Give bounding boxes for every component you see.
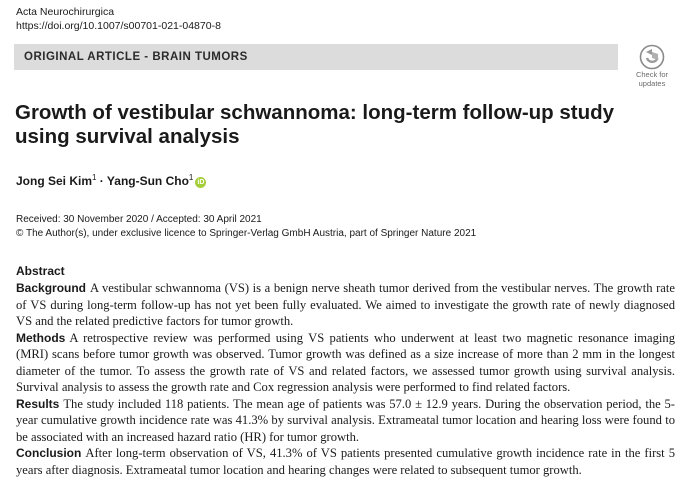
article-type-label: ORIGINAL ARTICLE - BRAIN TUMORS <box>24 51 248 63</box>
author-list <box>16 173 206 188</box>
section-text: The study included 118 patients. The mean age of patients was 57.0 ± 12.9 years. During the observation period, the 5-year cumulative growth incidence rate was 41.3% by survival analysis. Extrameatal tumor location and hearing loss were found to be associated with an increased hazard ratio (HR) for tumor growth. <box>16 396 675 444</box>
section-text: A retrospective review was performed using VS patients who underwent at least two magnetic resonance imaging (MRI) scans before tumor growth was observed. Tumor growth was defined as a size increase of more than 2 mm in the longest diameter of the tumor. To assess the growth rate of VS and related factors, we assessed tumor growth using survival analysis. Survival analysis to assess the growth rate and Cox regression analysis were performed to find related factors. <box>16 330 675 394</box>
abstract-section-background <box>16 280 675 330</box>
article-title: Growth of vestibular schwannoma: long-term follow-up study using survival analysis <box>15 101 615 148</box>
copyright-notice: © The Author(s), under exclusive licence to Springer-Verlag GmbH Austria, part of Springer Nature 2021 <box>16 227 477 239</box>
doi-link[interactable]: https://doi.org/10.1007/s00701-021-04870-8 <box>16 20 221 32</box>
affiliation-marker: 1 <box>188 173 194 182</box>
received-accepted-dates: Received: 30 November 2020 / Accepted: 30 April 2021 <box>16 214 262 225</box>
author-name[interactable]: Jong Sei Kim <box>16 174 93 188</box>
author-separator: · <box>96 174 107 188</box>
publication-dates <box>16 213 476 240</box>
section-label: Results <box>16 396 60 411</box>
abstract-section-conclusion <box>16 445 675 478</box>
section-label: Background <box>16 281 87 295</box>
check-updates-icon <box>639 44 665 70</box>
abstract-heading: Abstract <box>16 264 65 278</box>
journal-header <box>16 5 221 33</box>
orcid-icon[interactable]: iD <box>197 179 205 186</box>
check-updates-line1: Check for <box>635 70 669 79</box>
section-label: Methods <box>16 330 66 345</box>
abstract-body <box>16 280 675 478</box>
affiliation-marker: 1 <box>92 173 97 182</box>
check-updates-line2: updates <box>638 79 666 88</box>
section-text: After long-term observation of VS, 41.3% of VS patients presented cumulative growth incidence rate in the first 5 years after diagnosis. Extrameatal tumor location and hearing changes were related to subsequent tumor growth. <box>16 446 675 477</box>
journal-name: Acta Neurochirurgica <box>16 6 115 18</box>
section-label: Conclusion <box>16 446 82 460</box>
check-for-updates-badge[interactable] <box>631 44 673 90</box>
abstract-section-methods <box>16 330 675 396</box>
article-type-banner <box>14 44 618 70</box>
section-text: A vestibular schwannoma (VS) is a benign nerve sheath tumor derived from the vestibular nerves. The growth rate of VS during long-term follow-up has not yet been fully evaluated. We aimed to investigate the growth rate of newly diagnosed VS and the related predictive factors for tumor growth. <box>16 281 675 328</box>
author-name[interactable]: Yang-Sun Cho <box>106 174 189 188</box>
abstract-section-results <box>16 396 675 446</box>
